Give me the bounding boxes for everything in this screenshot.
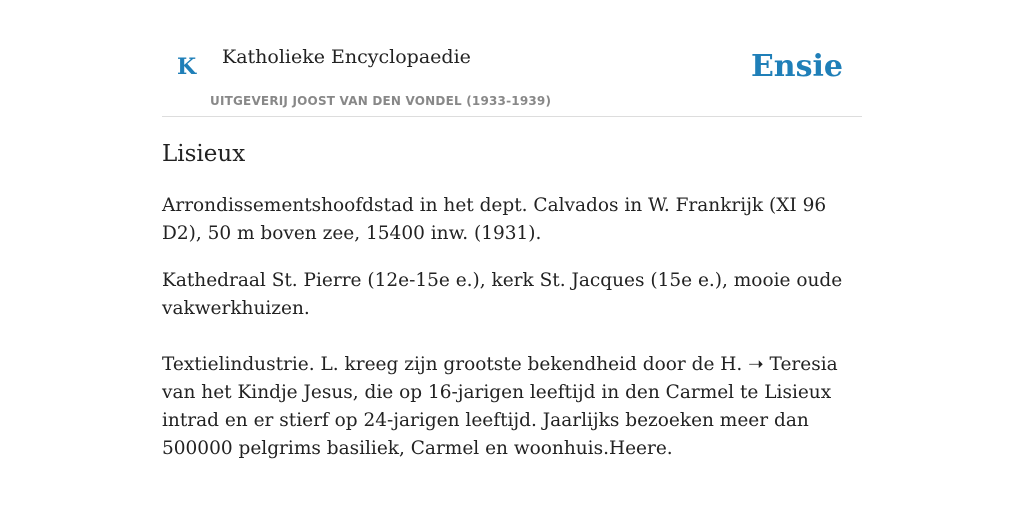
publisher-subtitle: UITGEVERIJ JOOST VAN DEN VONDEL (1933-1939) — [210, 94, 552, 108]
logo-k-icon[interactable]: K — [177, 54, 197, 80]
article-paragraph: Arrondissementshoofdstad in het dept. Calvados in W. Frankrijk (XI 96 D2), 50 m boven zee, 15400 inw. (1931). — [162, 195, 827, 244]
article-paragraph: Kathedraal St. Pierre (12e-15e e.), kerk St. Jacques (15e e.), mooie oude vakwerkhuizen. — [162, 270, 843, 319]
article-paragraph: Textielindustrie. L. kreeg zijn grootste bekendheid door de H. ➝ Teresia van het Kindje Jesus, die op 16-jarigen leeftijd in den Carmel te Lisieux intrad en er stierf op 24-jarigen leeftijd. Jaarlijks bezoeken meer dan 500000 pelgrims basiliek, Carmel en woonhuis.Heere. — [162, 354, 838, 459]
page-container — [162, 0, 862, 459]
ensie-brand-logo[interactable]: Ensie — [750, 49, 843, 84]
site-header — [162, 0, 862, 117]
site-title-link[interactable]: Katholieke Encyclopaedie — [222, 46, 471, 68]
article-title: Lisieux — [162, 141, 246, 167]
